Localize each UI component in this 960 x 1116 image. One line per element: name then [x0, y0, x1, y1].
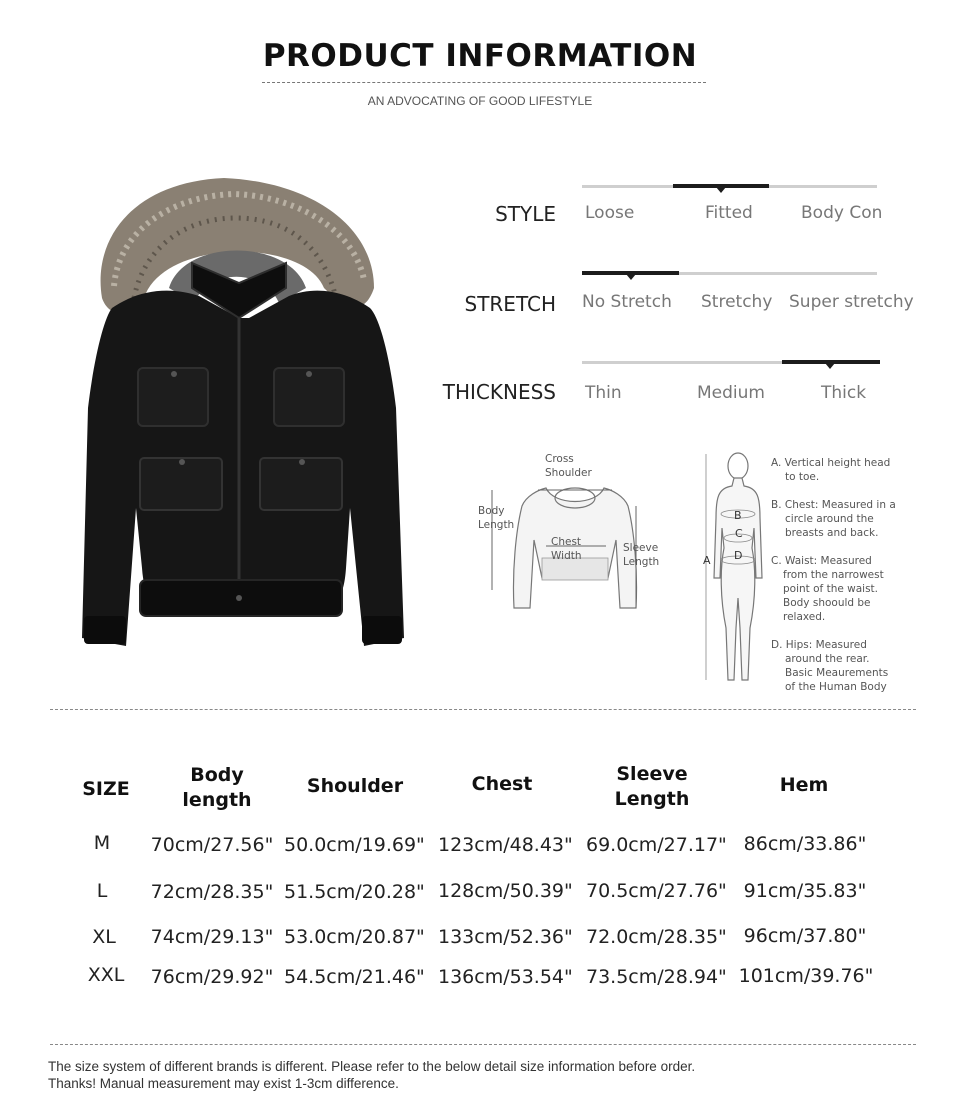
hem-cell: 96cm/37.80" [743, 925, 867, 947]
note-a-line1: A. Vertical height head [771, 457, 891, 469]
stretch-scale-track [582, 272, 877, 275]
header-body-length [152, 763, 282, 813]
stretch-pointer-icon [626, 274, 636, 280]
marker-d: D [734, 549, 743, 562]
header-sleeve-line2: Length [614, 788, 690, 810]
style-option-body-con: Body Con [801, 203, 883, 223]
note-c-line2: from the narrowest [783, 569, 884, 581]
thickness-option-thin: Thin [585, 383, 622, 403]
shoulder-cell: 50.0cm/19.69" [284, 834, 425, 856]
note-b [771, 498, 921, 540]
size-cell: M [93, 832, 111, 854]
size-cell: L [96, 880, 108, 902]
thickness-pointer-icon [825, 363, 835, 369]
header-shoulder: Shoulder [306, 775, 404, 797]
thickness-scale-track [582, 361, 880, 364]
shoulder-cell: 51.5cm/20.28" [284, 881, 425, 903]
body-length-label-line1: Body [478, 505, 505, 517]
style-option-loose: Loose [585, 203, 635, 223]
thickness-option-medium: Medium [697, 383, 765, 403]
section-divider [50, 709, 916, 710]
stretch-label: STRETCH [464, 292, 556, 316]
chest-width-label-line2: Width [551, 550, 582, 562]
stretch-option-super-stretchy: Super stretchy [789, 292, 914, 312]
body-length-label-line2: Length [478, 519, 515, 531]
chest-cell: 123cm/48.43" [438, 834, 573, 856]
thickness-label: THICKNESS [442, 380, 556, 404]
stretch-option-no-stretch: No Stretch [582, 292, 672, 312]
page-title: PRODUCT INFORMATION [262, 38, 698, 74]
sleeve-cell: 69.0cm/27.17" [586, 834, 727, 856]
note-b-line3: breasts and back. [785, 527, 879, 539]
note-c-line3: point of the waist. [783, 583, 879, 595]
cross-shoulder-label-line1: Cross [545, 453, 574, 465]
marker-a: A [703, 554, 711, 567]
note-c-line4: Body shoould be [783, 597, 871, 609]
shoulder-cell: 53.0cm/20.87" [284, 926, 425, 948]
body-length-cell: 76cm/29.92" [150, 966, 274, 988]
chest-cell: 133cm/52.36" [438, 926, 573, 948]
title-divider [262, 82, 706, 83]
sleeve-length-label-line1: Sleeve [623, 542, 659, 554]
header-sleeve-length [587, 762, 717, 812]
note-d [771, 638, 921, 694]
note-b-line2: circle around the [785, 513, 874, 525]
style-scale-track [582, 185, 877, 188]
chest-width-label-line1: Chest [551, 536, 582, 548]
header-chest: Chest [471, 773, 533, 795]
cross-shoulder-label [545, 452, 592, 480]
shoulder-cell: 54.5cm/21.46" [284, 966, 425, 988]
thickness-option-thick: Thick [821, 383, 867, 403]
hem-cell: 91cm/35.83" [743, 880, 867, 902]
note-c-line5: relaxed. [783, 611, 826, 623]
header-body-length-line1: Body [190, 764, 244, 786]
marker-c: C [735, 527, 743, 540]
page-subtitle: AN ADVOCATING OF GOOD LIFESTYLE [367, 94, 593, 108]
sleeve-cell: 73.5cm/28.94" [586, 966, 727, 988]
note-a-line2: to toe. [785, 471, 820, 483]
body-length-cell: 74cm/29.13" [150, 926, 274, 948]
footer-divider [50, 1044, 916, 1045]
style-pointer-icon [716, 187, 726, 193]
sleeve-cell: 70.5cm/27.76" [586, 880, 727, 902]
size-note-line1: The size system of different brands is different. Please refer to the below detail size information before order. [48, 1059, 696, 1074]
size-cell: XXL [87, 964, 125, 986]
header-body-length-line2: length [182, 789, 252, 811]
style-option-fitted: Fitted [705, 203, 753, 223]
header-hem: Hem [779, 774, 829, 796]
hem-cell: 86cm/33.86" [743, 833, 867, 855]
size-note-line2: Thanks! Manual measurement may exist 1-3cm difference. [48, 1076, 399, 1091]
stretch-option-stretchy: Stretchy [701, 292, 773, 312]
body-length-cell: 72cm/28.35" [150, 881, 274, 903]
chest-cell: 128cm/50.39" [438, 880, 573, 902]
sleeve-cell: 72.0cm/28.35" [586, 926, 727, 948]
body-length-label [478, 504, 514, 532]
chest-cell: 136cm/53.54" [438, 966, 573, 988]
body-length-cell: 70cm/27.56" [150, 834, 274, 856]
header-size: SIZE [82, 778, 130, 800]
chest-width-label [551, 535, 582, 563]
body-measurement-figure [698, 448, 764, 688]
marker-b: B [734, 509, 742, 522]
header-sleeve-line1: Sleeve [616, 763, 688, 785]
style-label: STYLE [495, 202, 556, 226]
sleeve-length-label-line2: Length [623, 556, 660, 568]
note-d-line2: around the rear. [785, 653, 870, 665]
note-d-line4: of the Human Body [785, 681, 887, 693]
jacket-icon [74, 168, 404, 668]
hem-cell: 101cm/39.76" [738, 965, 874, 987]
note-c-line1: C. Waist: Measured [771, 555, 872, 567]
note-d-line1: D. Hips: Measured [771, 639, 867, 651]
note-b-line1: B. Chest: Measured in a [771, 499, 896, 511]
size-cell: XL [92, 926, 116, 948]
note-c [771, 554, 921, 624]
note-a [771, 456, 921, 484]
sleeve-length-label [623, 541, 659, 569]
cross-shoulder-label-line2: Shoulder [545, 467, 592, 479]
note-d-line3: Basic Meaurements [785, 667, 889, 679]
